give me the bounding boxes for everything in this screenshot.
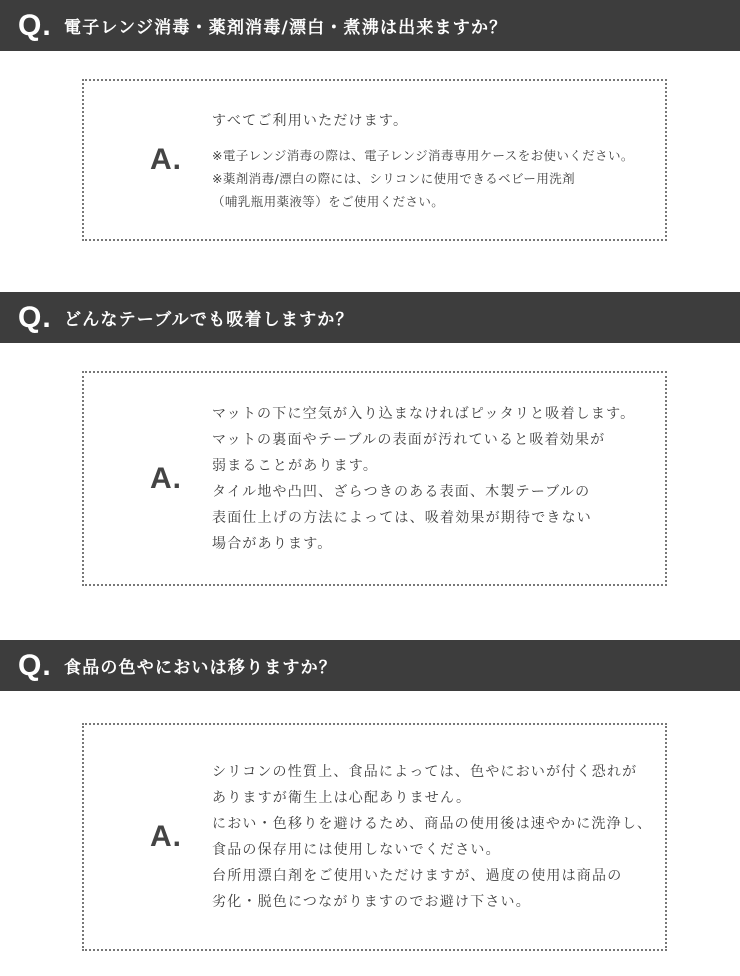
answer-body bbox=[212, 401, 665, 557]
answer-body bbox=[212, 759, 665, 915]
question-text: 電子レンジ消毒・薬剤消毒/漂白・煮沸は出来ますか？ bbox=[64, 18, 508, 38]
answer-line: 表面仕上げの方法によっては、吸着効果が期待できない bbox=[212, 509, 592, 526]
q-mark: Q. bbox=[18, 8, 52, 42]
answer-line: シリコンの性質上、食品によっては、色やにおいが付く恐れが bbox=[212, 764, 638, 780]
faq-answer-box bbox=[82, 371, 667, 586]
answer-line: 劣化・脱色につながりますのでお避け下さい。 bbox=[212, 894, 531, 910]
answer-note: ※電子レンジ消毒の際は、電子レンジ消毒専用ケースをお使いください。 bbox=[212, 147, 634, 163]
answer-body bbox=[212, 108, 665, 213]
answer-line: 場合があります。 bbox=[212, 535, 333, 552]
answer-line: すべてご利用いただけます。 bbox=[212, 112, 409, 129]
q-mark: Q. bbox=[18, 648, 52, 682]
a-mark: A. bbox=[150, 820, 182, 853]
question-text: どんなテーブルでも吸着しますか？ bbox=[64, 310, 354, 330]
answer-line: 台所用漂白剤をご使用いただけますが、過度の使用は商品の bbox=[212, 868, 623, 884]
faq-answer-box bbox=[82, 723, 667, 951]
answer-note: ※薬剤消毒/漂白の際には、シリコンに使用できるベビー用洗剤 bbox=[212, 170, 576, 186]
a-mark: A. bbox=[150, 143, 182, 176]
answer-line: ありますが衛生上は心配ありません。 bbox=[212, 790, 472, 806]
answer-line: 弱まることがあります。 bbox=[212, 457, 379, 474]
question-text: 食品の色やにおいは移りますか？ bbox=[64, 658, 337, 678]
faq-question-bar bbox=[0, 0, 740, 51]
answer-line: マットの下に空気が入り込まなければピッタリと吸着します。 bbox=[212, 405, 636, 422]
answer-line: マットの裏面やテーブルの表面が汚れていると吸着効果が bbox=[212, 431, 606, 448]
q-mark: Q. bbox=[18, 300, 52, 334]
answer-line: タイル地や凸凹、ざらつきのある表面、木製テーブルの bbox=[212, 483, 591, 500]
answer-line: におい・色移りを避けるため、商品の使用後は速やかに洗浄し、 bbox=[212, 816, 653, 832]
answer-line: 食品の保存用には使用しないでください。 bbox=[212, 842, 501, 858]
faq-question-bar bbox=[0, 640, 740, 691]
a-mark: A. bbox=[150, 461, 182, 495]
faq-question-bar bbox=[0, 292, 740, 343]
answer-note: （哺乳瓶用薬液等）をご使用ください。 bbox=[212, 193, 445, 209]
faq-answer-box bbox=[82, 79, 667, 241]
